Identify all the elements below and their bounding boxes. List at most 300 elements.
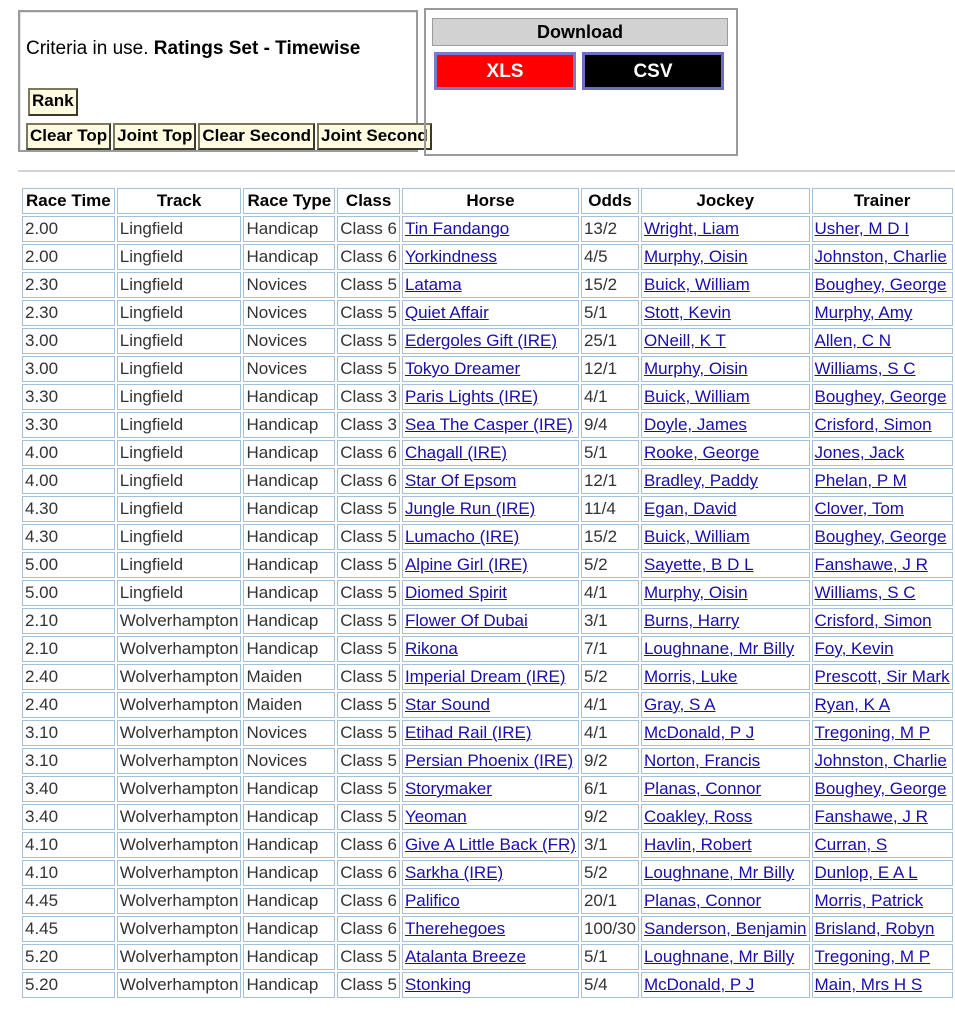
odds-cell: 12/1 [581, 468, 639, 494]
trainer-link[interactable]: Johnston, Charlie [814, 247, 947, 266]
header-trainer: Trainer [812, 188, 953, 214]
rank-button[interactable]: Rank [28, 88, 78, 116]
trainer-link[interactable]: Johnston, Charlie [814, 751, 947, 770]
race-time-cell: 2.30 [22, 272, 115, 298]
jockey-cell [641, 664, 810, 690]
table-row [22, 328, 955, 354]
header-track: Track [117, 188, 242, 214]
trainer-link[interactable]: Williams, S C [814, 583, 916, 602]
horse-cell [402, 832, 579, 858]
table-row [22, 692, 955, 718]
download-title: Download [432, 18, 728, 46]
jockey-cell [641, 216, 810, 242]
horse-cell [402, 244, 579, 270]
csv-download-button[interactable]: CSV [582, 52, 724, 90]
table-row [22, 524, 955, 550]
table-header-row [22, 188, 955, 214]
trainer-cell [812, 720, 953, 746]
horse-link[interactable]: Atalanta Breeze [404, 947, 526, 966]
trainer-link[interactable]: Tregoning, M P [814, 947, 931, 966]
trainer-cell [812, 496, 953, 522]
header-race-time: Race Time [22, 188, 115, 214]
track-cell: Wolverhampton [117, 804, 242, 830]
header-jockey: Jockey [641, 188, 810, 214]
trainer-link[interactable]: Boughey, George [814, 527, 947, 546]
odds-cell: 5/2 [581, 664, 639, 690]
horse-cell [402, 552, 579, 578]
odds-cell: 5/2 [581, 552, 639, 578]
horse-cell [402, 272, 579, 298]
trainer-link[interactable]: Main, Mrs H S [814, 975, 923, 994]
trainer-link[interactable]: Ryan, K A [814, 695, 891, 714]
race-time-cell: 3.00 [22, 356, 115, 382]
horse-link[interactable]: Latama [404, 275, 462, 294]
odds-cell: 15/2 [581, 272, 639, 298]
jockey-cell [641, 412, 810, 438]
trainer-cell [812, 244, 953, 270]
horse-link[interactable]: Tokyo Dreamer [404, 359, 521, 378]
odds-cell: 5/2 [581, 860, 639, 886]
race-type-cell: Novices [243, 272, 335, 298]
jockey-link[interactable]: Stott, Kevin [643, 303, 731, 322]
class-cell: Class 5 [337, 356, 400, 382]
horse-cell [402, 776, 579, 802]
horse-cell [402, 916, 579, 942]
race-time-cell: 2.40 [22, 692, 115, 718]
jockey-cell [641, 916, 810, 942]
horse-link[interactable]: Jungle Run (IRE) [404, 499, 536, 518]
horse-link[interactable]: Yorkindness [404, 247, 497, 266]
race-type-cell: Maiden [243, 692, 335, 718]
trainer-link[interactable]: Fanshawe, J R [814, 807, 928, 826]
race-type-cell: Novices [243, 720, 335, 746]
class-cell: Class 3 [337, 412, 400, 438]
horse-link[interactable]: Rikona [404, 639, 458, 658]
race-time-cell: 3.40 [22, 804, 115, 830]
horse-link[interactable]: Star Of Epsom [404, 471, 517, 490]
trainer-link[interactable]: Boughey, George [814, 387, 947, 406]
trainer-cell [812, 888, 953, 914]
jockey-link[interactable]: Buick, William [643, 527, 750, 546]
track-cell: Wolverhampton [117, 944, 242, 970]
track-cell: Lingfield [117, 440, 242, 466]
jockey-link[interactable]: McDonald, P J [643, 975, 755, 994]
horse-link[interactable]: Yeoman [404, 807, 467, 826]
odds-cell: 9/4 [581, 412, 639, 438]
race-type-cell: Maiden [243, 664, 335, 690]
race-time-cell: 2.30 [22, 300, 115, 326]
trainer-link[interactable]: Murphy, Amy [814, 303, 913, 322]
class-cell: Class 5 [337, 944, 400, 970]
jockey-link[interactable]: Planas, Connor [643, 891, 762, 910]
horse-link[interactable]: Give A Little Back (FR) [404, 835, 576, 854]
table-row [22, 832, 955, 858]
odds-cell: 4/1 [581, 720, 639, 746]
table-row [22, 440, 955, 466]
class-cell: Class 5 [337, 804, 400, 830]
odds-cell: 7/1 [581, 636, 639, 662]
track-cell: Lingfield [117, 580, 242, 606]
table-row [22, 608, 955, 634]
header-odds: Odds [581, 188, 639, 214]
table-row [22, 272, 955, 298]
class-cell: Class 6 [337, 916, 400, 942]
race-type-cell: Novices [243, 328, 335, 354]
jockey-cell [641, 384, 810, 410]
xls-download-button[interactable]: XLS [434, 52, 576, 90]
horse-cell [402, 608, 579, 634]
table-row [22, 468, 955, 494]
race-time-cell: 2.00 [22, 244, 115, 270]
horse-cell [402, 440, 579, 466]
race-type-cell: Handicap [243, 580, 335, 606]
trainer-cell [812, 748, 953, 774]
race-time-cell: 2.40 [22, 664, 115, 690]
jockey-cell [641, 524, 810, 550]
joint-top-button[interactable]: Joint Top [113, 123, 196, 150]
odds-cell: 4/1 [581, 384, 639, 410]
table-row [22, 720, 955, 746]
trainer-link[interactable]: Allen, C N [814, 331, 892, 350]
odds-cell: 5/1 [581, 440, 639, 466]
trainer-link[interactable]: Tregoning, M P [814, 723, 931, 742]
track-cell: Lingfield [117, 412, 242, 438]
jockey-cell [641, 832, 810, 858]
horse-cell [402, 692, 579, 718]
trainer-cell [812, 664, 953, 690]
horse-link[interactable]: Chagall (IRE) [404, 443, 507, 462]
horse-link[interactable]: Sea The Casper (IRE) [404, 415, 573, 434]
trainer-cell [812, 440, 953, 466]
jockey-cell [641, 944, 810, 970]
jockey-link[interactable]: Egan, David [643, 499, 737, 518]
race-type-cell: Handicap [243, 860, 335, 886]
horse-cell [402, 468, 579, 494]
table-row [22, 748, 955, 774]
horse-link[interactable]: Lumacho (IRE) [404, 527, 520, 546]
jockey-cell [641, 804, 810, 830]
horse-cell [402, 328, 579, 354]
class-cell: Class 5 [337, 524, 400, 550]
jockey-link[interactable]: Coakley, Ross [643, 807, 753, 826]
class-cell: Class 5 [337, 748, 400, 774]
race-time-cell: 3.10 [22, 748, 115, 774]
trainer-link[interactable]: Boughey, George [814, 275, 947, 294]
class-cell: Class 6 [337, 244, 400, 270]
class-cell: Class 5 [337, 328, 400, 354]
trainer-cell [812, 552, 953, 578]
track-cell: Lingfield [117, 524, 242, 550]
race-type-cell: Novices [243, 300, 335, 326]
horse-link[interactable]: Persian Phoenix (IRE) [404, 751, 574, 770]
class-cell: Class 6 [337, 888, 400, 914]
table-row [22, 804, 955, 830]
trainer-cell [812, 216, 953, 242]
horse-cell [402, 664, 579, 690]
trainer-link[interactable]: Brisland, Robyn [814, 919, 935, 938]
class-cell: Class 5 [337, 580, 400, 606]
race-time-cell: 5.00 [22, 552, 115, 578]
jockey-link[interactable]: Murphy, Oisin [643, 583, 748, 602]
class-cell: Class 5 [337, 972, 400, 998]
race-time-cell: 4.45 [22, 888, 115, 914]
jockey-link[interactable]: Wright, Liam [643, 219, 740, 238]
race-type-cell: Handicap [243, 636, 335, 662]
jockey-cell [641, 468, 810, 494]
table-row [22, 356, 955, 382]
horse-cell [402, 748, 579, 774]
odds-cell: 3/1 [581, 608, 639, 634]
jockey-cell [641, 888, 810, 914]
class-cell: Class 5 [337, 692, 400, 718]
jockey-link[interactable]: Murphy, Oisin [643, 247, 748, 266]
table-row [22, 384, 955, 410]
trainer-link[interactable]: Crisford, Simon [814, 611, 932, 630]
race-type-cell: Handicap [243, 468, 335, 494]
horse-link[interactable]: Edergoles Gift (IRE) [404, 331, 558, 350]
jockey-cell [641, 356, 810, 382]
odds-cell: 25/1 [581, 328, 639, 354]
odds-cell: 13/2 [581, 216, 639, 242]
race-type-cell: Handicap [243, 384, 335, 410]
horse-cell [402, 720, 579, 746]
criteria-prefix: Criteria in use. [26, 38, 154, 59]
ratings-set-name: Ratings Set - Timewise [153, 38, 361, 59]
horse-link[interactable]: Storymaker [404, 779, 492, 798]
trainer-cell [812, 608, 953, 634]
horse-link[interactable]: Stonking [404, 975, 472, 994]
trainer-link[interactable]: Morris, Patrick [814, 891, 924, 910]
race-type-cell: Handicap [243, 496, 335, 522]
trainer-cell [812, 972, 953, 998]
horse-link[interactable]: Flower Of Dubai [404, 611, 528, 630]
odds-cell: 4/1 [581, 580, 639, 606]
trainer-link[interactable]: Clover, Tom [814, 499, 904, 518]
joint-second-button[interactable]: Joint Second [317, 123, 432, 150]
trainer-link[interactable]: Fanshawe, J R [814, 555, 928, 574]
horse-cell [402, 860, 579, 886]
trainer-link[interactable]: Boughey, George [814, 779, 947, 798]
trainer-link[interactable]: Crisford, Simon [814, 415, 932, 434]
jockey-link[interactable]: McDonald, P J [643, 723, 755, 742]
horse-link[interactable]: Palifico [404, 891, 460, 910]
trainer-link[interactable]: Prescott, Sir Mark [814, 667, 950, 686]
table-row [22, 412, 955, 438]
jockey-link[interactable]: Loughnane, Mr Billy [643, 639, 795, 658]
odds-cell: 4/1 [581, 692, 639, 718]
race-time-cell: 4.00 [22, 468, 115, 494]
divider [18, 170, 955, 172]
table-row [22, 944, 955, 970]
race-time-cell: 2.00 [22, 216, 115, 242]
race-type-cell: Handicap [243, 804, 335, 830]
race-time-cell: 5.00 [22, 580, 115, 606]
race-time-cell: 3.00 [22, 328, 115, 354]
jockey-link[interactable]: Burns, Harry [643, 611, 740, 630]
odds-cell: 20/1 [581, 888, 639, 914]
trainer-cell [812, 692, 953, 718]
class-cell: Class 6 [337, 860, 400, 886]
jockey-cell [641, 552, 810, 578]
trainer-link[interactable]: Usher, M D I [814, 219, 909, 238]
horse-cell [402, 412, 579, 438]
race-type-cell: Handicap [243, 972, 335, 998]
filter-buttons [26, 123, 432, 150]
jockey-link[interactable]: Murphy, Oisin [643, 359, 748, 378]
class-cell: Class 5 [337, 300, 400, 326]
horse-cell [402, 216, 579, 242]
horse-link[interactable]: Star Sound [404, 695, 491, 714]
trainer-link[interactable]: Phelan, P M [814, 471, 907, 490]
horse-cell [402, 356, 579, 382]
jockey-cell [641, 776, 810, 802]
track-cell: Lingfield [117, 244, 242, 270]
table-row [22, 888, 955, 914]
race-time-cell: 5.20 [22, 944, 115, 970]
jockey-link[interactable]: Havlin, Robert [643, 835, 752, 854]
jockey-cell [641, 272, 810, 298]
track-cell: Wolverhampton [117, 720, 242, 746]
odds-cell: 11/4 [581, 496, 639, 522]
jockey-cell [641, 636, 810, 662]
criteria-panel [18, 10, 428, 152]
horse-link[interactable]: Etihad Rail (IRE) [404, 723, 532, 742]
jockey-cell [641, 748, 810, 774]
class-cell: Class 6 [337, 216, 400, 242]
jockey-link[interactable]: Bradley, Paddy [643, 471, 758, 490]
table-row [22, 916, 955, 942]
trainer-cell [812, 804, 953, 830]
jockey-link[interactable]: Doyle, James [643, 415, 747, 434]
track-cell: Lingfield [117, 468, 242, 494]
race-type-cell: Handicap [243, 244, 335, 270]
trainer-cell [812, 832, 953, 858]
jockey-cell [641, 496, 810, 522]
race-type-cell: Handicap [243, 412, 335, 438]
horse-link[interactable]: Imperial Dream (IRE) [404, 667, 566, 686]
track-cell: Lingfield [117, 328, 242, 354]
jockey-link[interactable]: Sayette, B D L [643, 555, 754, 574]
race-type-cell: Novices [243, 748, 335, 774]
track-cell: Lingfield [117, 300, 242, 326]
jockey-cell [641, 580, 810, 606]
trainer-link[interactable]: Foy, Kevin [814, 639, 894, 658]
clear-second-button[interactable]: Clear Second [198, 123, 315, 150]
race-type-cell: Handicap [243, 888, 335, 914]
trainer-link[interactable]: Williams, S C [814, 359, 916, 378]
trainer-cell [812, 524, 953, 550]
class-cell: Class 5 [337, 608, 400, 634]
horse-link[interactable]: Sarkha (IRE) [404, 863, 504, 882]
jockey-link[interactable]: Gray, S A [643, 695, 716, 714]
trainer-link[interactable]: Jones, Jack [814, 443, 905, 462]
track-cell: Wolverhampton [117, 916, 242, 942]
odds-cell: 5/1 [581, 300, 639, 326]
horse-cell [402, 496, 579, 522]
table-row [22, 664, 955, 690]
horse-cell [402, 636, 579, 662]
jockey-link[interactable]: Loughnane, Mr Billy [643, 863, 795, 882]
odds-cell: 6/1 [581, 776, 639, 802]
race-type-cell: Handicap [243, 916, 335, 942]
criteria-text [26, 38, 360, 60]
horse-link[interactable]: Alpine Girl (IRE) [404, 555, 528, 574]
trainer-link[interactable]: Curran, S [814, 835, 888, 854]
table-row [22, 552, 955, 578]
race-type-cell: Handicap [243, 944, 335, 970]
horse-link[interactable]: Tin Fandango [404, 219, 510, 238]
race-time-cell: 4.45 [22, 916, 115, 942]
track-cell: Wolverhampton [117, 664, 242, 690]
jockey-link[interactable]: Buick, William [643, 275, 750, 294]
race-time-cell: 4.00 [22, 440, 115, 466]
jockey-link[interactable]: Morris, Luke [643, 667, 738, 686]
trainer-cell [812, 468, 953, 494]
trainer-cell [812, 580, 953, 606]
track-cell: Wolverhampton [117, 608, 242, 634]
download-panel [424, 8, 738, 156]
track-cell: Wolverhampton [117, 692, 242, 718]
jockey-cell [641, 720, 810, 746]
horse-link[interactable]: Diomed Spirit [404, 583, 507, 602]
race-type-cell: Handicap [243, 440, 335, 466]
class-cell: Class 5 [337, 552, 400, 578]
jockey-link[interactable]: Sanderson, Benjamin [643, 919, 807, 938]
odds-cell: 3/1 [581, 832, 639, 858]
odds-cell: 100/30 [581, 916, 639, 942]
header-class: Class [337, 188, 400, 214]
jockey-cell [641, 692, 810, 718]
class-cell: Class 5 [337, 664, 400, 690]
track-cell: Wolverhampton [117, 860, 242, 886]
jockey-link[interactable]: Norton, Francis [643, 751, 761, 770]
clear-top-button[interactable]: Clear Top [26, 123, 111, 150]
odds-cell: 15/2 [581, 524, 639, 550]
table-row [22, 972, 955, 998]
header-race-type: Race Type [243, 188, 335, 214]
odds-cell: 9/2 [581, 804, 639, 830]
race-time-cell: 4.30 [22, 524, 115, 550]
trainer-cell [812, 272, 953, 298]
race-time-cell: 3.30 [22, 412, 115, 438]
jockey-link[interactable]: Planas, Connor [643, 779, 762, 798]
jockey-cell [641, 328, 810, 354]
trainer-cell [812, 412, 953, 438]
trainer-link[interactable]: Dunlop, E A L [814, 863, 918, 882]
jockey-link[interactable]: Rooke, George [643, 443, 760, 462]
jockey-cell [641, 608, 810, 634]
horse-cell [402, 888, 579, 914]
horse-link[interactable]: Quiet Affair [404, 303, 489, 322]
horse-link[interactable]: Paris Lights (IRE) [404, 387, 539, 406]
class-cell: Class 5 [337, 720, 400, 746]
race-time-cell: 4.10 [22, 860, 115, 886]
jockey-link[interactable]: ONeill, K T [643, 331, 726, 350]
header-horse: Horse [402, 188, 579, 214]
horse-cell [402, 804, 579, 830]
class-cell: Class 6 [337, 468, 400, 494]
jockey-cell [641, 300, 810, 326]
race-type-cell: Handicap [243, 608, 335, 634]
track-cell: Lingfield [117, 356, 242, 382]
jockey-link[interactable]: Loughnane, Mr Billy [643, 947, 795, 966]
track-cell: Wolverhampton [117, 748, 242, 774]
race-time-cell: 3.30 [22, 384, 115, 410]
jockey-link[interactable]: Buick, William [643, 387, 750, 406]
race-time-cell: 3.40 [22, 776, 115, 802]
trainer-cell [812, 356, 953, 382]
horse-link[interactable]: Therehegoes [404, 919, 506, 938]
